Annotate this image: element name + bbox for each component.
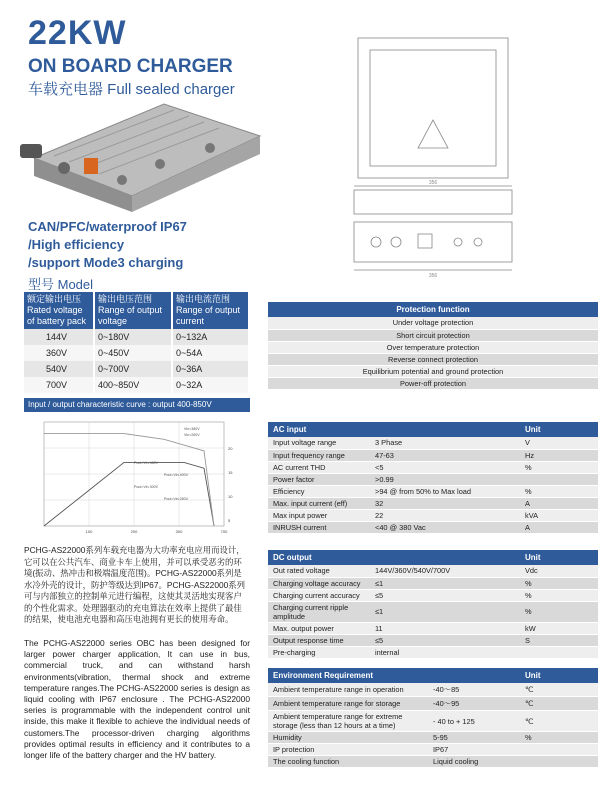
table-row: Power factor >0.99 — [268, 473, 598, 485]
table-row: Pre-charging internal — [268, 646, 598, 658]
ac-unit-header: Unit — [520, 422, 598, 437]
table-row: 700V 400~850V 0~32A — [24, 377, 249, 393]
table-row: Output response time ≤5 S — [268, 634, 598, 646]
y-tick-label: 5 — [228, 518, 231, 523]
table-row: Reverse connect protection — [268, 353, 598, 365]
table-row: Charging voltage accuracy ≤1 % — [268, 577, 598, 589]
page-title: 22KW — [28, 14, 127, 52]
table-row: INRUSH current <40 @ 380 Vac A — [268, 521, 598, 533]
table-row: Efficiency >94 @ from 50% to Max load % — [268, 485, 598, 497]
dc-output-table — [268, 550, 598, 659]
table-row: 540V 0~700V 0~36A — [24, 361, 249, 377]
annotation-label: Pout=Vin 400V — [164, 473, 189, 477]
y-tick-label: 15 — [228, 470, 233, 475]
characteristic-chart — [24, 416, 250, 542]
model-col-header: 输出电压范围 Range of output voltage — [94, 292, 172, 329]
table-row: Ambient temperature range in operation -40～85 ℃ — [268, 683, 598, 697]
table-row: Max. input current (eff) 32 A — [268, 497, 598, 509]
model-col-header: 额定输出电压 Rated voltage of battery pack — [24, 292, 94, 329]
product-photo — [14, 96, 264, 214]
table-row: IP protection IP67 — [268, 744, 598, 756]
feature-item: /High efficiency — [28, 237, 125, 252]
model-heading: 型号 Model — [28, 277, 94, 292]
protection-table — [268, 302, 598, 390]
technical-drawing — [348, 30, 518, 280]
table-row: Out rated voltage 144V/360V/540V/700V Vdc — [268, 565, 598, 577]
dim-bottom: 356 — [428, 273, 438, 279]
table-row: Charging current accuracy ≤5 % — [268, 589, 598, 601]
legend-entry: Vin=260V — [184, 433, 200, 437]
dc-unit-header: Unit — [520, 550, 598, 565]
table-row: Equilibrium potential and ground protection — [268, 365, 598, 377]
y-tick-label: 20 — [228, 446, 233, 451]
x-tick-label: 300 — [175, 529, 183, 534]
page-subtitle: ON BOARD CHARGER — [28, 56, 233, 77]
description-cn: PCHG-AS22000系列车载充电器为大功率充电应用而设计，它可以在公共汽车、商业卡车上使用，并可以承受恶劣的环境(振动、热冲击和极端温度范围)。PCHG-AS22000系列是水冷外壳的设计，防护等级达到IP67。PCHG-AS22000系列可与内部独立的控制单元进行编程，这使其灵活地实现客户的个性化需求。处理器驱动的充电算法在效率上提供了最佳的结果，使电池充电器和高压电池拥有更长的使用寿命。 — [24, 545, 246, 624]
page-cn-subtitle: 车载充电器 Full sealed charger — [28, 81, 235, 98]
x-tick-label: 100 — [85, 529, 93, 534]
ac-input-table — [268, 422, 598, 534]
table-row: AC current THD <5 % — [268, 461, 598, 473]
table-row: Max. output power 11 kW — [268, 622, 598, 634]
curve-title: Input / output characteristic curve : output 400-850V — [24, 398, 250, 412]
description-en: The PCHG-AS22000 series OBC has been designed for larger power charger application, It can use in bus, commercial truck, and can withstand harsh environments(vibration, thermal shock and extreme temperature ranges.The PCHG-AS22000 series is design as liquid cooling with IP67 enclosure . The PCHG-AS22000 series is programmable with the independent control unit inside, this make it flexible to achieve the individual needs of customers.The processor-driven charging algorithms provides optimal results in efficiency and it contributes to a longer life of the battery charger and the HV battery. — [24, 638, 250, 761]
model-table — [24, 292, 250, 393]
env-header: Environment Requirement — [268, 668, 520, 683]
model-col-header: 输出电流范围 Range of output current — [172, 292, 249, 329]
table-row: Max input power 22 kVA — [268, 509, 598, 521]
env-unit-header: Unit — [520, 668, 598, 683]
annotation-label: Pout=Vin 260V — [164, 497, 189, 501]
table-row: 360V 0~450V 0~54A — [24, 345, 249, 361]
y-tick-label: 10 — [228, 494, 233, 499]
table-row: 144V 0~180V 0~132A — [24, 329, 249, 345]
table-row: Over temperature protection — [268, 341, 598, 353]
ac-header: AC input — [268, 422, 520, 437]
feature-item: CAN/PFC/waterproof IP67 — [28, 219, 187, 234]
annotation-label: Pout=Vin 480V — [134, 461, 159, 465]
environment-table — [268, 668, 598, 768]
table-row: Input frequency range 47-63 Hz — [268, 449, 598, 461]
table-row: Ambient temperature range for extreme storage (less than 12 hours at a time) - 40 to + 125 ℃ — [268, 711, 598, 732]
annotation-label: Pout=Vin 300V — [134, 485, 159, 489]
table-row: Ambient temperature range for storage -40～95 ℃ — [268, 697, 598, 711]
feature-item: /support Mode3 charging — [28, 255, 184, 270]
table-row: Short circuit protection — [268, 329, 598, 341]
table-row: Charging current ripple amplitude ≤1 % — [268, 601, 598, 622]
x-tick-label: 700 — [220, 529, 228, 534]
dim-top: 356 — [428, 180, 438, 186]
legend-entry: Vin=380V — [184, 427, 200, 431]
table-row: Input voltage range 3 Phase V — [268, 437, 598, 449]
feature-list — [28, 218, 187, 272]
table-row: Humidity 5-95 % — [268, 732, 598, 744]
table-row: Power-off protection — [268, 377, 598, 389]
table-row: The cooling function Liquid cooling — [268, 756, 598, 768]
dc-header: DC output — [268, 550, 520, 565]
table-row: Under voltage protection — [268, 317, 598, 329]
protection-header: Protection function — [268, 302, 598, 317]
x-tick-label: 200 — [130, 529, 138, 534]
